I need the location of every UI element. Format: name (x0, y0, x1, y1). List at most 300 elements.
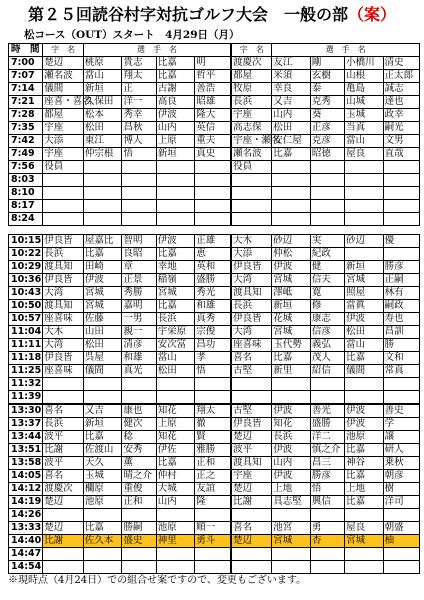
ji-name: 瀬名波 (43, 70, 84, 83)
player-given: 晴之介 (122, 470, 156, 483)
player-surname: 小橋川 (345, 57, 384, 70)
player-given: 優 (383, 235, 419, 248)
tee-time-row (9, 431, 420, 444)
player-surname (272, 187, 311, 200)
player-surname: 比嘉 (83, 431, 122, 444)
player-surname: 比嘉 (83, 248, 122, 261)
player-given: 徹 (195, 418, 231, 431)
player-given (122, 213, 156, 226)
player-given: 悟 (195, 365, 231, 378)
player-given: 善光 (310, 405, 344, 418)
player-surname: 比嘉 (156, 70, 195, 83)
ji-name (43, 174, 84, 187)
player-given: 悟 (310, 483, 344, 496)
player-surname: 友江 (272, 57, 311, 70)
player-surname: 比嘉 (83, 522, 122, 535)
player-surname (272, 200, 311, 213)
player-given: 勝嗣 (122, 522, 156, 535)
player-surname: 山根 (345, 70, 384, 83)
player-surname: 当真 (345, 122, 384, 135)
player-surname (345, 391, 384, 404)
tee-time: 8:03 (9, 174, 43, 187)
player-surname: 高良 (156, 96, 195, 109)
tee-time-row (9, 235, 420, 248)
player-given: 乗秋 (383, 457, 419, 470)
player-surname: 伊波 (345, 418, 384, 431)
player-given (310, 391, 344, 404)
player-surname: 山内 (272, 457, 311, 470)
player-surname: 天久 (83, 457, 122, 470)
player-surname: 佐久本 (83, 535, 122, 548)
player-surname (345, 248, 384, 261)
player-surname: 長浜 (156, 313, 195, 326)
player-given (122, 391, 156, 404)
player-surname (345, 200, 384, 213)
player-given: 紀政 (310, 248, 344, 261)
header-time: 時 間 (9, 44, 43, 57)
tee-time-row (9, 135, 420, 148)
player-given: 悟 (122, 148, 156, 161)
player-surname: 宇栄原 (156, 326, 195, 339)
ji-name: 高志保 (231, 122, 272, 135)
ji-name: 役員 (43, 161, 84, 174)
ji-name: 喜名 (231, 522, 272, 535)
player-surname: 宮城 (345, 274, 384, 287)
player-surname: 比嘉 (272, 148, 311, 161)
player-surname (156, 548, 195, 561)
player-surname: 澤岻 (272, 287, 311, 300)
player-given: 健次 (122, 418, 156, 431)
player-surname: 宮城 (156, 287, 195, 300)
tee-time-row (9, 391, 420, 404)
tee-time-table-morning (8, 43, 420, 226)
tee-time-row (9, 339, 420, 352)
page-title (0, 4, 424, 26)
ji-name (43, 187, 84, 200)
player-given (122, 187, 156, 200)
player-given: 昭徳 (310, 148, 344, 161)
player-given: 泰 (310, 83, 344, 96)
player-surname: 呉屋 (83, 352, 122, 365)
player-given: 重夫 (195, 135, 231, 148)
ji-name: 宇座 (231, 470, 272, 483)
player-given: 慎之介 (310, 444, 344, 457)
player-surname: 仲村 (156, 470, 195, 483)
ji-name: 役員 (231, 161, 272, 174)
player-surname (83, 391, 122, 404)
player-surname: 池原 (83, 496, 122, 509)
player-given: 清彦 (122, 339, 156, 352)
ji-name: 宇座・瀬名 (233, 135, 281, 146)
player-given: 盛勝 (195, 274, 231, 287)
ji-name: 大湾 (231, 326, 272, 339)
ji-name: 瀬名波 (231, 148, 272, 161)
ji-name: 古堅 (231, 405, 272, 418)
ji-name: 宇座 (43, 122, 84, 135)
player-given (310, 509, 344, 522)
player-given: 直哉 (383, 148, 419, 161)
tee-time-row (9, 483, 420, 496)
player-given: 正太郎 (383, 70, 419, 83)
player-surname: 山田 (83, 326, 122, 339)
ji-name: 波平 (231, 444, 272, 457)
ji-name: 楚辺 (43, 522, 84, 535)
tee-time-row (9, 496, 420, 509)
player-given: 重俊 (122, 483, 156, 496)
ji-name (231, 187, 272, 200)
player-given: 嗣光 (383, 122, 419, 135)
tee-time-row (9, 405, 420, 418)
tee-time: 14:40 (9, 535, 43, 548)
player-surname (156, 213, 195, 226)
tee-time: 11:11 (9, 339, 43, 352)
player-surname (83, 161, 122, 174)
player-given (122, 378, 156, 391)
player-surname: 砂辺 (272, 235, 311, 248)
player-given: 雅勝 (195, 444, 231, 457)
tee-time-row (9, 470, 420, 483)
tee-time-row (9, 213, 420, 226)
player-given: 昌秋 (122, 122, 156, 135)
player-surname: 具志堅 (272, 496, 311, 509)
ji-name (231, 509, 272, 522)
player-given (310, 548, 344, 561)
player-surname (345, 187, 384, 200)
tee-time: 11:39 (9, 391, 43, 404)
ji-name: 古堅 (231, 365, 272, 378)
player-given (195, 391, 231, 404)
ji-name: 大湾 (43, 339, 84, 352)
player-surname: 宮城 (83, 300, 122, 313)
player-surname: 比嘉 (156, 248, 195, 261)
player-surname: 池原 (156, 522, 195, 535)
ji-name (231, 174, 272, 187)
tee-time-row (9, 352, 420, 365)
player-given (383, 509, 419, 522)
player-given: 洋二 (310, 431, 344, 444)
player-surname: 山内 (156, 122, 195, 135)
player-given: 朝彦 (383, 470, 419, 483)
ji-name (43, 213, 84, 226)
player-given: 杏 (310, 535, 344, 548)
player-given: 昌訓 (383, 326, 419, 339)
player-given (195, 561, 231, 574)
player-surname (83, 187, 122, 200)
tee-time-row (9, 300, 420, 313)
tee-time: 10:22 (9, 248, 43, 261)
player-given: 文和 (383, 352, 419, 365)
player-given: 哲平 (195, 70, 231, 83)
player-surname (83, 174, 122, 187)
ji-name (43, 548, 84, 561)
ji-name: 渡具知 (231, 287, 272, 300)
player-given: 勇斗 (195, 535, 231, 548)
tee-time-row (9, 509, 420, 522)
player-surname: 佐渡山 (83, 444, 122, 457)
player-given: 智明 (122, 235, 156, 248)
player-given: 和雄 (122, 352, 156, 365)
ji-name: 伊良皆 (43, 274, 84, 287)
player-surname: 山内 (156, 496, 195, 509)
tee-time-row (9, 148, 420, 161)
player-given: 翔太 (122, 70, 156, 83)
player-given: 朝盛 (383, 522, 419, 535)
tee-time: 8:17 (9, 200, 43, 213)
player-surname: 宮城 (83, 287, 122, 300)
player-given (195, 200, 231, 213)
tee-time: 7:07 (9, 70, 43, 83)
player-given (310, 161, 344, 174)
player-given: 勇 (310, 522, 344, 535)
ji-name: 都屋 (231, 70, 272, 83)
player-given: 譲 (383, 431, 419, 444)
player-surname (156, 174, 195, 187)
player-surname: 新里 (272, 365, 311, 378)
player-given: 英和 (195, 261, 231, 274)
player-given (383, 548, 419, 561)
player-given: 親一 (122, 326, 156, 339)
tee-time: 13:30 (9, 405, 43, 418)
player-given: 正雄 (195, 235, 231, 248)
player-surname: 松田 (83, 122, 122, 135)
ji-name: 伊良皆 (231, 313, 272, 326)
player-given: 常真 (383, 365, 419, 378)
player-surname: 松本 (83, 109, 122, 122)
ji-name: 渡具知 (231, 457, 272, 470)
player-given (383, 391, 419, 404)
player-surname (272, 561, 311, 574)
player-given (195, 548, 231, 561)
player-surname: 神里 (156, 535, 195, 548)
player-given: 嘉明 (122, 300, 156, 313)
ji-name: 伊良皆 (43, 235, 84, 248)
player-surname: 古謝 (156, 83, 195, 96)
player-surname: 松田 (156, 365, 195, 378)
tee-time-row (9, 109, 420, 122)
player-given: 信夫 (310, 274, 344, 287)
player-surname (345, 161, 384, 174)
player-given (383, 187, 419, 200)
player-given: 正 (122, 83, 156, 96)
player-surname: 大城 (156, 483, 195, 496)
ji-name: 大添 (43, 135, 84, 148)
player-surname: 東江 (83, 135, 122, 148)
player-given (122, 174, 156, 187)
player-surname: 當山 (345, 339, 384, 352)
player-surname: 亀島 (345, 83, 384, 96)
player-surname: 宮城 (272, 274, 311, 287)
player-given: 洋一 (122, 96, 156, 109)
ji-name (231, 391, 272, 404)
player-surname: 知花 (272, 418, 311, 431)
player-given: 葵 (310, 109, 344, 122)
tee-time-row (9, 248, 420, 261)
player-given: 清史 (383, 57, 419, 70)
player-surname: 欄原 (83, 483, 122, 496)
ji-name: 渡具知 (43, 300, 84, 313)
player-given (195, 187, 231, 200)
player-given: 克秀 (310, 96, 344, 109)
player-given: 安秀 (122, 444, 156, 457)
player-given: 剛 (310, 57, 344, 70)
player-given (310, 187, 344, 200)
player-given: 修 (310, 300, 344, 313)
player-given: 康也 (122, 405, 156, 418)
player-given: 達也 (383, 96, 419, 109)
tee-time: 7:28 (9, 109, 43, 122)
player-surname: 上地 (272, 483, 311, 496)
ji-name: 渡慶次 (43, 483, 84, 496)
ji-name (231, 200, 272, 213)
tee-time: 10:36 (9, 274, 43, 287)
player-given (195, 213, 231, 226)
player-surname: 伊波 (345, 405, 384, 418)
tee-time: 11:25 (9, 365, 43, 378)
table-header-row (9, 44, 420, 57)
ji-name (231, 378, 272, 391)
player-given (122, 548, 156, 561)
tee-time-row (9, 561, 420, 574)
ji-name: 喜名 (231, 352, 272, 365)
tee-time: 10:29 (9, 261, 43, 274)
player-given: 明 (195, 57, 231, 70)
player-surname: 伊波 (345, 313, 384, 326)
tee-time-row (9, 313, 420, 326)
player-surname: 佐藤 (83, 313, 122, 326)
player-given (310, 378, 344, 391)
tee-time-row (9, 274, 420, 287)
tee-time-row (9, 174, 420, 187)
player-given: 洋司 (383, 496, 419, 509)
tee-time: 13:33 (9, 522, 43, 535)
player-given: 紹信 (310, 365, 344, 378)
player-given (383, 378, 419, 391)
player-surname (272, 509, 311, 522)
player-given: 盛史 (122, 535, 156, 548)
player-surname: 砂辺 (345, 235, 384, 248)
player-surname: 知花 (156, 431, 195, 444)
player-given: 恵 (195, 248, 231, 261)
player-surname: 神谷 (345, 457, 384, 470)
tee-time-row (9, 187, 420, 200)
ji-name (43, 200, 84, 213)
tee-time: 11:04 (9, 326, 43, 339)
player-surname: 玉代勢 (272, 339, 311, 352)
player-given (310, 174, 344, 187)
player-given (195, 174, 231, 187)
tee-time-row (9, 548, 420, 561)
tee-time-row (9, 444, 420, 457)
ji-name: 喜名 (43, 470, 84, 483)
player-given: 盛勝 (310, 418, 344, 431)
tee-time-row (9, 365, 420, 378)
player-surname (345, 509, 384, 522)
player-surname: 松田 (345, 326, 384, 339)
tee-time: 11:32 (9, 378, 43, 391)
player-given: 善浩 (195, 83, 231, 96)
ji-name: 伊良皆 (231, 418, 272, 431)
ji-name: 牧原 (231, 83, 272, 96)
player-surname (83, 509, 122, 522)
player-surname: 屋良 (345, 522, 384, 535)
tee-time: 14:26 (9, 509, 43, 522)
player-given: 秀光 (195, 287, 231, 300)
player-surname (83, 378, 122, 391)
ji-name: 儀間 (43, 83, 84, 96)
player-surname (272, 174, 311, 187)
tee-time: 14:54 (9, 561, 43, 574)
header-player: 選 手 名 (272, 44, 420, 57)
tee-time-row (9, 57, 420, 70)
tee-time-row (9, 200, 420, 213)
player-given (122, 161, 156, 174)
player-given: 信彦 (310, 326, 344, 339)
ji-name: 渡慶次 (231, 57, 272, 70)
ji-name: 宇座 (43, 148, 84, 161)
tee-time: 13:51 (9, 444, 43, 457)
player-given (122, 509, 156, 522)
ji-name: 楚辺 (231, 535, 272, 548)
player-given: 順一 (195, 522, 231, 535)
ji-name: 長浜 (43, 248, 84, 261)
player-surname (156, 200, 195, 213)
tee-time-row (9, 522, 420, 535)
player-surname: 當山 (83, 70, 122, 83)
player-given: 正彦 (310, 122, 344, 135)
tee-time-row (9, 418, 420, 431)
player-given: 学 (383, 418, 419, 431)
player-surname: 伊波 (272, 261, 311, 274)
player-surname: 松田 (272, 122, 311, 135)
player-surname: 比嘉 (345, 470, 384, 483)
player-surname: 池原 (345, 431, 384, 444)
player-given: 勝彦 (383, 261, 419, 274)
player-surname: 當眞 (345, 300, 384, 313)
player-surname: 新垣 (345, 261, 384, 274)
ji-name: 伊良皆 (231, 261, 272, 274)
player-given: 正和 (195, 457, 231, 470)
tee-time: 8:24 (9, 213, 43, 226)
player-surname: 宮城 (272, 535, 311, 548)
player-given: 英信 (195, 122, 231, 135)
player-given: 宗俊 (195, 326, 231, 339)
player-surname: 比嘉 (156, 300, 195, 313)
tee-time: 7:21 (9, 96, 43, 109)
player-given: 政幸 (383, 109, 419, 122)
player-surname: 桃原 (83, 57, 122, 70)
player-given: 健 (310, 261, 344, 274)
player-given: 薫 (122, 457, 156, 470)
player-given: 康志 (310, 313, 344, 326)
player-given (122, 200, 156, 213)
player-given: 貴志 (122, 57, 156, 70)
ji-name (231, 548, 272, 561)
ji-name: 伊良皆 (43, 352, 84, 365)
player-surname (156, 378, 195, 391)
footnote: ※現時点（4月24日）での組合せ案ですので、変更もございます。 (8, 575, 307, 586)
tee-time: 10:43 (9, 287, 43, 300)
header-player: 選 手 名 (83, 44, 231, 57)
player-surname (83, 200, 122, 213)
player-given: 真史 (195, 148, 231, 161)
tee-time: 11:18 (9, 352, 43, 365)
player-given: 寛 (310, 287, 344, 300)
player-surname: 伊波 (272, 405, 311, 418)
player-surname: 玉城 (345, 109, 384, 122)
player-surname (345, 378, 384, 391)
player-surname (156, 561, 195, 574)
player-surname: 屋良 (345, 148, 384, 161)
